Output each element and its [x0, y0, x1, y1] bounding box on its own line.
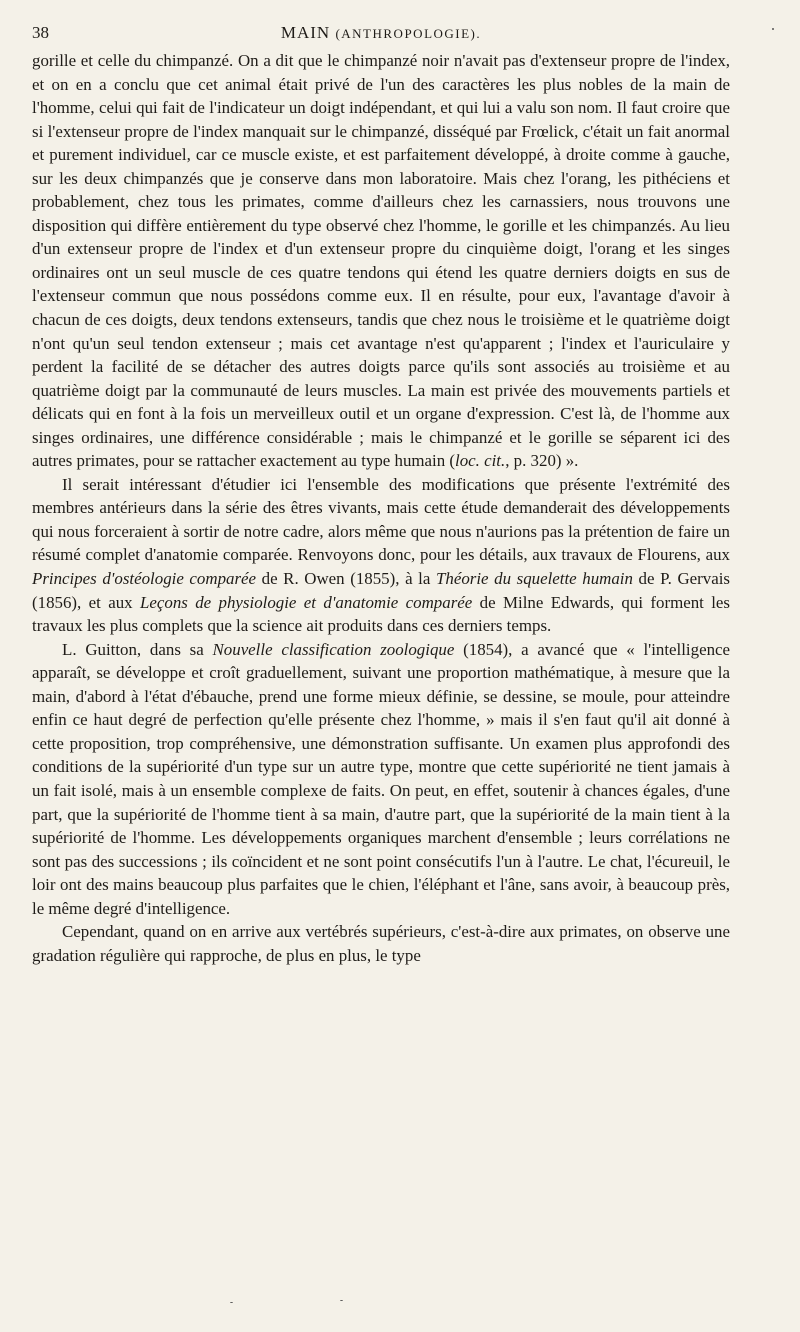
running-title	[92, 22, 730, 45]
text-run: de Milne Edwards, qui forment les travaux les plus complets que la science ait produits dans ces derniers temps.	[32, 592, 731, 636]
text-run: Cependant, quand on en arrive aux vertébrés supérieurs, c'est-à-dire aux primates, on observe une gradation régulière qui rapproche, de plus en plus, le type	[32, 922, 730, 965]
text-run: L. Guitton, dans sa	[62, 639, 213, 659]
italic-citation: Leçons de physiologie et d'anatomie comparée	[139, 592, 473, 612]
paragraph	[32, 473, 730, 638]
text-run: de R. Owen (1855), à la	[256, 569, 436, 589]
paragraph	[32, 49, 730, 473]
paragraph	[32, 638, 730, 921]
italic-citation: Principes d'ostéologie comparée	[32, 569, 257, 589]
running-title-subtitle: (ANTHROPOLOGIE).	[335, 26, 482, 41]
print-speck	[772, 28, 774, 30]
paragraph	[32, 920, 730, 967]
print-speck	[340, 1300, 343, 1301]
text-run: , p. 320) ».	[505, 451, 579, 471]
text-run: (1854), a avancé que « l'intelligence apparaît, se développe et croît graduellement, suivant une proportion mathématique, à mesure que la main, d'abord à l'état d'ébauche, prend une forme mieux définie, se dessine, se moule, pour atteindre enfin ce haut degré de perfection qu'elle présente chez l'homme, » mais il s'en faut qu'il ait donné à cette proposition, trop compréhensive, une démonstration suffisante. Un examen plus approfondi des conditions de la supériorité d'un type sur un autre type, montre que cette supériorité ne tient jamais à un fait isolé, mais à un ensemble complexe de faits. On peut, en effet, soutenir à chances égales, d'une part, que la supériorité de l'homme tient à sa main, d'autre part, que la supériorité de la main tient à la supériorité de l'homme. Les développements organiques marchent d'ensemble ; leurs corrélations ne sont pas des successions ; ils coïncident et ne sont point consécutifs l'un à l'autre. Le chat, l'écureuil, le loir ont des mains beaucoup plus parfaites que le chien, l'éléphant et l'âne, sans avoir, à beaucoup près, le même degré d'intelligence.	[32, 639, 731, 918]
body-text	[32, 49, 730, 967]
text-run: Il serait intéressant d'étudier ici l'ensemble des modifications que présente l'extrémité des membres antérieurs dans la série des êtres vivants, mais cette étude demanderait des développements qui nous forceraient à sortir de notre cadre, alors même que nous n'aurions pas la prétention de faire un résumé complet d'anatomie comparée. Renvoyons donc, pour les détails, aux travaux de Flourens, aux	[32, 474, 730, 565]
italic-citation: Nouvelle classification zoologique	[212, 639, 455, 659]
page-header	[32, 22, 730, 45]
text-run: de P. Gervais (1856), et aux	[32, 569, 730, 612]
print-speck	[230, 1302, 233, 1303]
italic-citation: loc. cit.	[455, 451, 506, 471]
italic-citation: Théorie du squelette humain	[435, 569, 633, 589]
text-run: gorille et celle du chimpanzé. On a dit que le chimpanzé noir n'avait pas d'extenseur propre de l'index, et on en a conclu que cet animal était privé de l'un des caractères les plus nobles de la main de l'homme, celui qui fait de l'indicateur un doigt indépendant, et qui lui a valu son nom. Il faut croire que si l'extenseur propre de l'index manquait sur le chimpanzé, disséqué par Frœlick, c'était un fait anormal et purement individuel, car ce muscle existe, et est parfaitement développé, à droite comme à gauche, sur les deux chimpanzés que je conserve dans mon laboratoire. Mais chez l'orang, les pithéciens et probablement, chez tous les primates, comme d'ailleurs chez les carnassiers, nous trouvons une disposition qui diffère entièrement du type observé chez l'homme, le gorille et les chimpanzés. Au lieu d'un extenseur propre de l'index et d'un extenseur propre du cinquième doigt, l'orang et les singes ordinaires ont un seul muscle de ces quatre tendons qui étend les quatre derniers doigts en sus de l'extenseur commun que nous possédons comme eux. Il en résulte, pour eux, l'avantage d'avoir à chacun de ces doigts, deux tendons extenseurs, tandis que chez nous le troisième et le quatrième doigt n'ont qu'un seul tendon extenseur ; mais cet avantage n'est qu'apparent ; l'index et l'auriculaire y perdent la facilité de se détacher des autres doigts parce qu'ils sont associés au troisième et au quatrième doigt par la communauté de leurs muscles. La main est privée des mouvements partiels et délicats qui en font à la fois un merveilleux outil et un organe d'expression. C'est là, de l'homme aux singes ordinaires, une différence considérable ; mais le chimpanzé et le gorille se séparent ici des autres primates, pour se rattacher exactement au type humain (	[32, 51, 730, 471]
page-number: 38	[32, 23, 49, 42]
running-title-main: MAIN	[280, 23, 331, 42]
